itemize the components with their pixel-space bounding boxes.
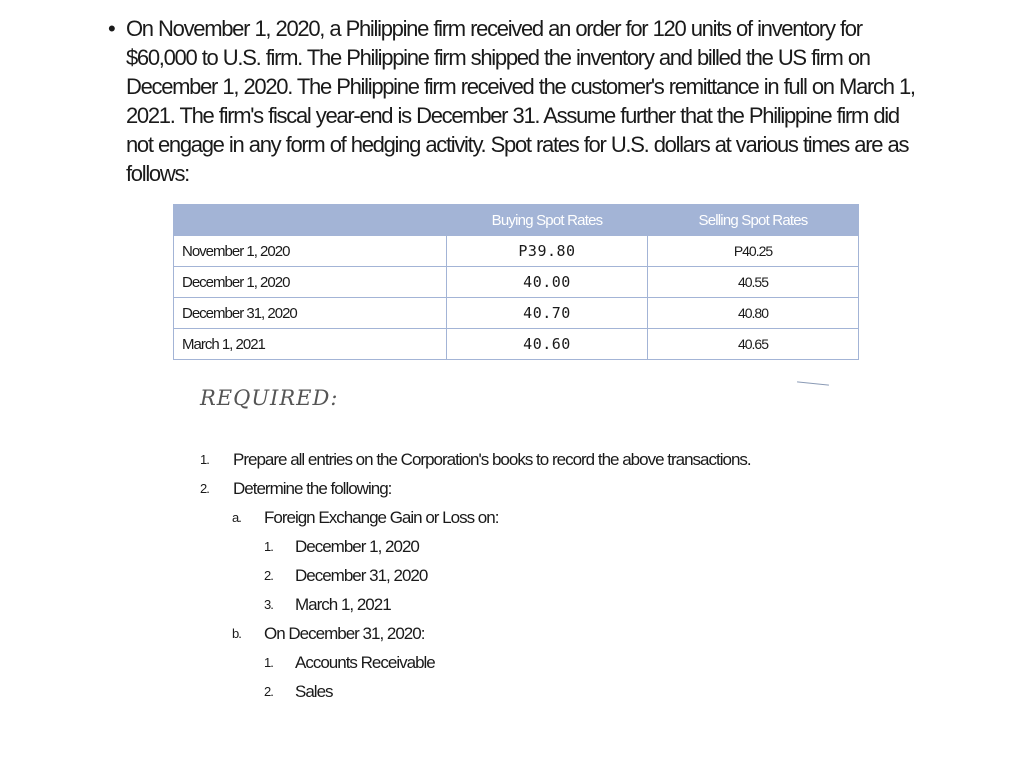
problem-statement (108, 14, 928, 188)
list-item-text: December 1, 2020 (295, 537, 419, 556)
list-item-number: 1. (200, 452, 209, 467)
list-item-text: Prepare all entries on the Corporation's books to record the above transactions. (233, 450, 751, 469)
table-header-row (174, 205, 859, 236)
table-row (174, 267, 859, 298)
table-row (174, 329, 859, 360)
row-buying-rate: P39.80 (447, 236, 648, 267)
list-item-number: a. (232, 510, 241, 525)
list-item-number: 1. (264, 655, 273, 670)
header-date (174, 205, 447, 236)
list-item-text: Foreign Exchange Gain or Loss on: (264, 508, 499, 527)
spot-rates-table (173, 204, 859, 360)
required-heading: REQUIRED: (200, 386, 339, 410)
row-selling-rate: P40.25 (648, 236, 859, 267)
table-row (174, 236, 859, 267)
list-item-text: Sales (295, 682, 333, 701)
row-date: November 1, 2020 (174, 236, 447, 267)
header-selling: Selling Spot Rates (648, 205, 859, 236)
list-item-text: On December 31, 2020: (264, 624, 425, 643)
bullet-point: • (108, 16, 116, 41)
list-item-number: b. (232, 626, 241, 641)
row-buying-rate: 40.70 (447, 298, 648, 329)
list-item-number: 2. (200, 481, 209, 496)
list-item-number: 2. (264, 684, 273, 699)
list-item-text: March 1, 2021 (295, 595, 391, 614)
row-date: December 31, 2020 (174, 298, 447, 329)
list-item-number: 3. (264, 597, 273, 612)
table-row (174, 298, 859, 329)
header-buying: Buying Spot Rates (447, 205, 648, 236)
list-item-text: December 31, 2020 (295, 566, 428, 585)
problem-text: On November 1, 2020, a Philippine firm received an order for 120 units of inventory for $60,000 to U.S. firm. The Philippine firm shipped the inventory and billed the US firm on December 1, 2020. The Philippine firm received the customer's remittance in full on March 1, 2021. The firm's fiscal year-end is December 31. Assume further that the Philippine firm did not engage in any form of hedging activity. Spot rates for U.S. dollars at various times are as follows: (126, 16, 915, 186)
row-buying-rate: 40.00 (447, 267, 648, 298)
list-item-text: Determine the following: (233, 479, 392, 498)
row-date: December 1, 2020 (174, 267, 447, 298)
row-buying-rate: 40.60 (447, 329, 648, 360)
row-date: March 1, 2021 (174, 329, 447, 360)
row-selling-rate: 40.80 (648, 298, 859, 329)
row-selling-rate: 40.55 (648, 267, 859, 298)
row-selling-rate: 40.65 (648, 329, 859, 360)
decorative-stroke (797, 381, 829, 385)
list-item-number: 1. (264, 539, 273, 554)
list-item-text: Accounts Receivable (295, 653, 435, 672)
list-item-number: 2. (264, 568, 273, 583)
